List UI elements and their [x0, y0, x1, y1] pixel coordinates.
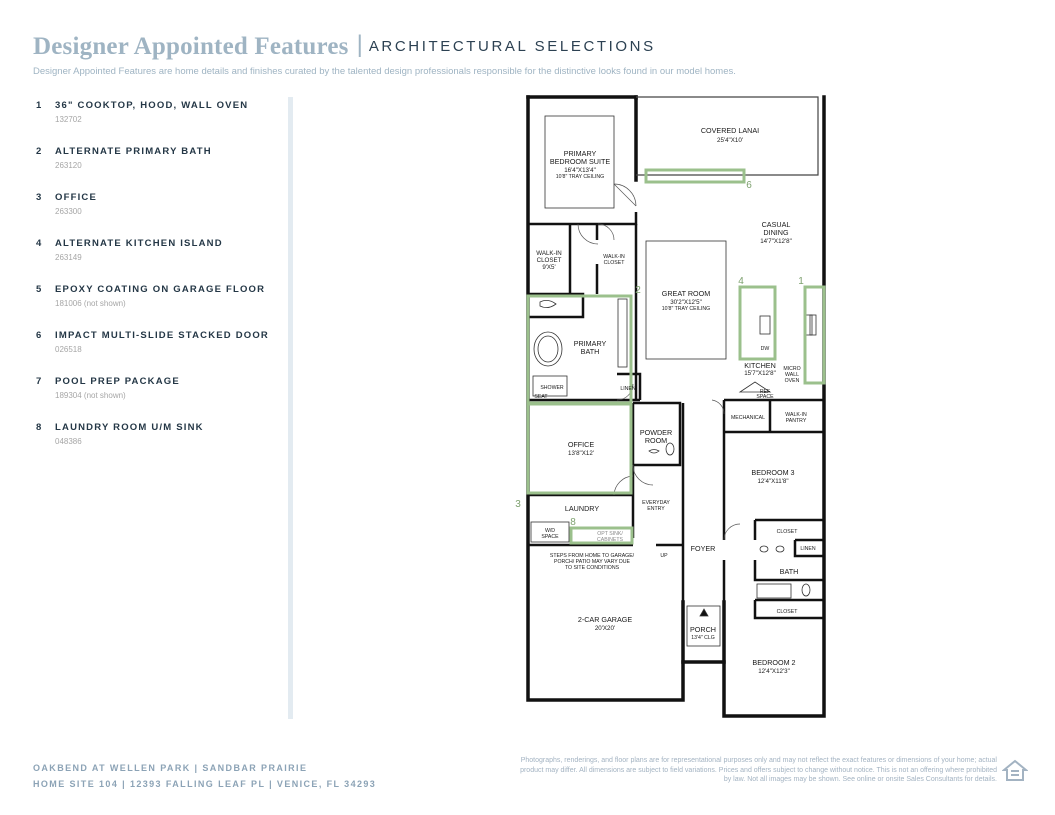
feature-code: 189304 (not shown) [55, 391, 126, 400]
feature-item [36, 422, 281, 468]
porch-label: PORCH [690, 625, 716, 634]
porch-dim: 13'4" CLG [691, 635, 715, 641]
feature-title: 36" COOKTOP, HOOD, WALL OVEN [55, 100, 249, 111]
primary-bath-label-1: PRIMARY [573, 339, 607, 348]
great-room-label: GREAT ROOM [661, 289, 711, 298]
steps-note-1: STEPS FROM HOME TO GARAGE/ [549, 553, 635, 559]
callout-6: 6 [746, 180, 752, 191]
great-room-dim: 30'2"X12'5" [670, 299, 702, 306]
feature-code: 263149 [55, 253, 82, 262]
bedroom2-dim: 12'4"X12'3" [758, 668, 790, 675]
opt-sink-label-1: OPT SINK/ [597, 531, 623, 537]
feature-title: ALTERNATE PRIMARY BATH [55, 146, 212, 157]
feature-title: OFFICE [55, 192, 98, 203]
feature-number: 3 [36, 192, 42, 203]
callout-4: 4 [738, 276, 744, 287]
feature-title: IMPACT MULTI-SLIDE STACKED DOOR [55, 330, 269, 341]
page-description: Designer Appointed Features are home details and finishes curated by the talented design professionals responsible for the distinctive looks found in our model homes. [33, 66, 736, 77]
feature-number: 5 [36, 284, 42, 295]
feature-code: 026518 [55, 345, 82, 354]
callout-8: 8 [570, 517, 576, 528]
casual-dining-label-1: CASUAL [761, 220, 791, 229]
feature-code: 048386 [55, 437, 82, 446]
lanai-outline [636, 97, 818, 175]
powder-room-label-1: POWDER [639, 428, 673, 437]
feature-number: 7 [36, 376, 42, 387]
footer-line-1: OAKBEND AT WELLEN PARK | SANDBAR PRAIRIE [33, 763, 308, 773]
great-room-note: 10'8" TRAY CEILING [661, 306, 711, 312]
everyday-entry-label-1: EVERYDAY [642, 500, 670, 506]
feature-item [36, 146, 281, 192]
feature-title: POOL PREP PACKAGE [55, 376, 180, 387]
mechanical-label: MECHANICAL [730, 415, 766, 421]
feature-title: LAUNDRY ROOM U/M SINK [55, 422, 204, 433]
wd-space-label-1: W/D [544, 528, 556, 534]
walk-in-pantry-label-2: PANTRY [785, 418, 807, 424]
feature-code: 263300 [55, 207, 82, 216]
feature-code: 132702 [55, 115, 82, 124]
primary-bedroom-note: 10'8" TRAY CEILING [555, 174, 605, 180]
shower-label: SHOWER [540, 385, 564, 391]
feature-item [36, 330, 281, 376]
feature-number: 6 [36, 330, 42, 341]
feature-title: EPOXY COATING ON GARAGE FLOOR [55, 284, 266, 295]
title-separator: | [356, 31, 363, 58]
callout-2: 2 [635, 285, 641, 296]
page-subtitle: ARCHITECTURAL SELECTIONS [368, 38, 656, 55]
primary-bedroom-label-2: BEDROOM SUITE [549, 157, 611, 166]
feature-code: 181006 (not shown) [55, 299, 126, 308]
kitchen-label: KITCHEN [744, 361, 776, 370]
walk-in-closet-small-label-2: CLOSET [603, 260, 625, 266]
covered-lanai-dim: 25'4"X10' [717, 137, 743, 144]
door-swings [578, 184, 740, 540]
bedroom2-label: BEDROOM 2 [752, 658, 796, 667]
feature-item [36, 192, 281, 238]
laundry-label: LAUNDRY [564, 504, 600, 513]
closet-label: CLOSET [776, 529, 798, 535]
feature-number: 1 [36, 100, 42, 111]
bedroom3-dim: 12'4"X11'8" [757, 478, 789, 485]
micro-label-2: WALL [785, 372, 799, 378]
features-list [36, 100, 281, 468]
linen2-label: LINEN [800, 546, 816, 552]
vertical-divider [288, 97, 293, 719]
callout-3: 3 [515, 499, 521, 510]
micro-label-1: MICRO [783, 366, 801, 372]
feature-item [36, 284, 281, 330]
footer-community [33, 760, 376, 792]
garage-label: 2-CAR GARAGE [577, 615, 633, 624]
floor-plan [505, 90, 845, 722]
micro-label-3: OVEN [784, 378, 800, 384]
dw-label: DW [760, 346, 770, 352]
kitchen-dim: 15'7"X12'8" [744, 370, 776, 377]
bedroom3-label: BEDROOM 3 [751, 468, 795, 477]
powder-room-label-2: ROOM [644, 436, 668, 445]
feature-item [36, 100, 281, 146]
foyer-label: FOYER [690, 544, 716, 553]
walk-in-closet-label-2: CLOSET [536, 257, 562, 264]
feature-code: 263120 [55, 161, 82, 170]
opt-sink-label-2: CABINETS [597, 537, 623, 543]
page-title: Designer Appointed Features [33, 33, 349, 60]
covered-lanai-label: COVERED LANAI [700, 126, 760, 135]
wd-space-label-2: SPACE [541, 534, 559, 540]
feature-number: 8 [36, 422, 42, 433]
walk-in-pantry-label-1: WALK-IN [785, 412, 807, 418]
feature-title: ALTERNATE KITCHEN ISLAND [55, 238, 223, 249]
ref-space-label-1: REF [759, 389, 771, 395]
garage-dim: 20'X20' [594, 625, 616, 632]
up-label: UP [660, 553, 668, 559]
exterior-walls [528, 97, 824, 716]
bath-label: BATH [779, 567, 799, 576]
primary-bedroom-dim: 16'4"X13'4" [564, 167, 596, 174]
equal-housing-icon [1002, 758, 1028, 784]
steps-note-3: TO SITE CONDITIONS [564, 565, 620, 571]
walk-in-closet-small-label-1: WALK-IN [603, 254, 625, 260]
feature-number: 2 [36, 146, 42, 157]
footer-line-2: HOME SITE 104 | 12393 FALLING LEAF PL | VENICE, FL 34293 [33, 779, 377, 789]
closet2-label: CLOSET [776, 609, 798, 615]
casual-dining-label-2: DINING [763, 228, 789, 237]
steps-note-2: PORCH/ PATIO MAY VARY DUE [554, 559, 630, 565]
linen-label: LINEN [620, 386, 636, 392]
ref-space-label-2: SPACE [756, 394, 774, 400]
walk-in-closet-label-1: WALK-IN [536, 250, 562, 257]
office-dim: 13'8"X12' [568, 450, 594, 457]
feature-item [36, 376, 281, 422]
footer-disclaimer: Photographs, renderings, and floor plans are for representational purposes only and may not reflect the exact features or dimensions of your home; actual product may differ. All dimensions are subject to field variations. Prices and offers subject to change without notice. This is not an offering where prohibited by law. Not all images may be shown. See online or onsite Sales Consultants for details. [520, 757, 997, 783]
feature-item [36, 238, 281, 284]
page-header [33, 33, 656, 61]
primary-bath-label-2: BATH [580, 347, 600, 356]
walk-in-closet-dim: 9'X5' [542, 264, 556, 271]
seat-label: SEAT [534, 394, 548, 400]
everyday-entry-label-2: ENTRY [647, 506, 665, 512]
primary-bedroom-label-1: PRIMARY [563, 149, 597, 158]
casual-dining-dim: 14'7"X12'8" [760, 238, 792, 245]
callout-1: 1 [798, 276, 804, 287]
feature-number: 4 [36, 238, 42, 249]
office-label: OFFICE [567, 440, 595, 449]
